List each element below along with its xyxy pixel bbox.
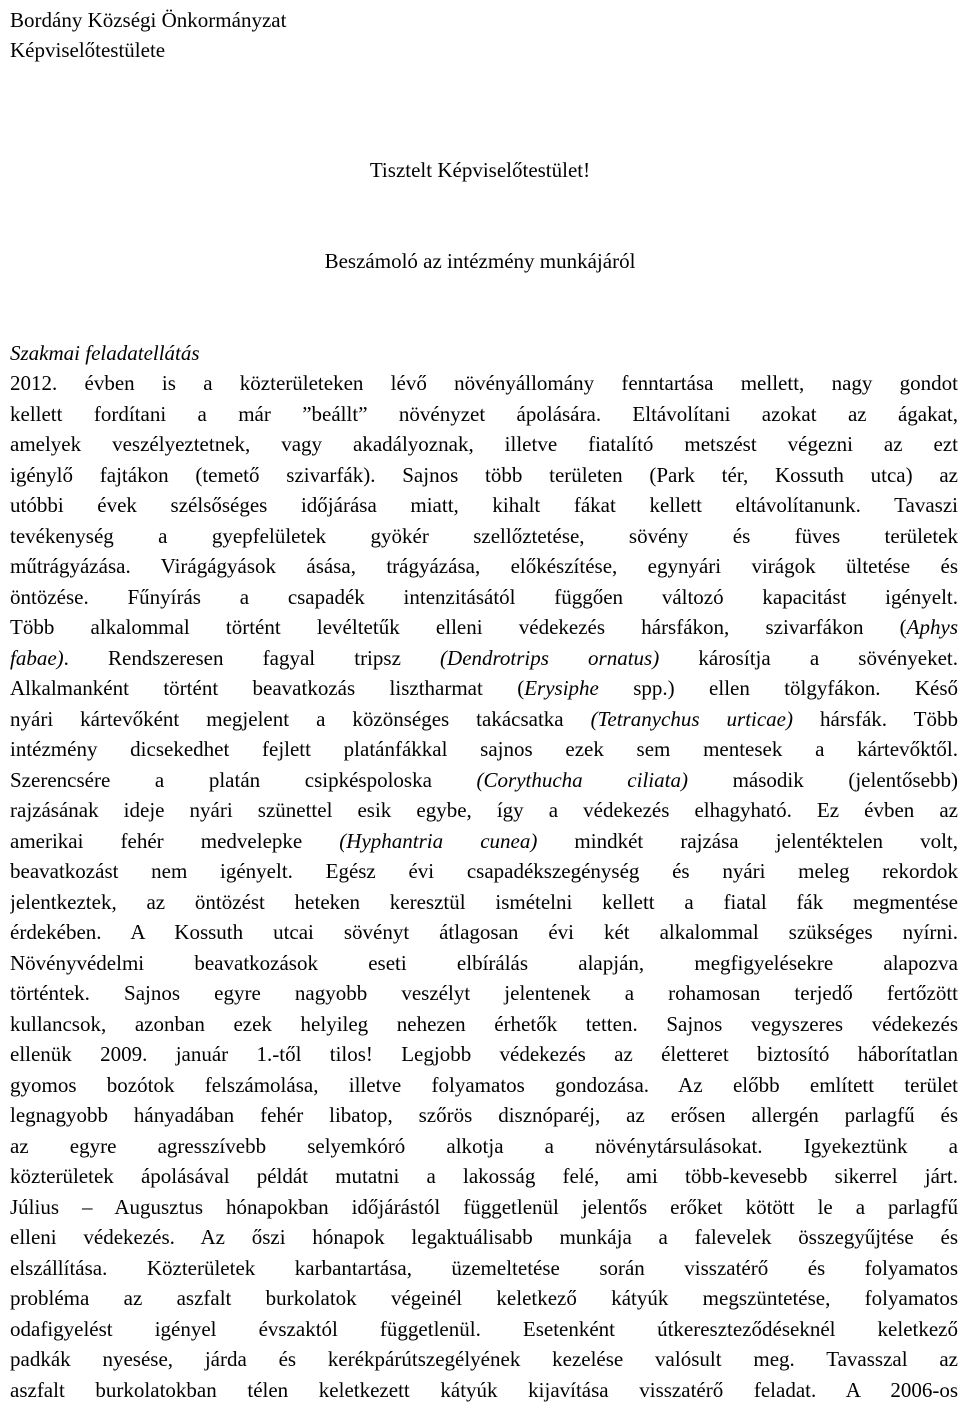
body-line: tevékenység a gyepfelületek gyökér szellőztetése, sövény és füves területek — [10, 521, 958, 552]
sender-block — [10, 5, 286, 65]
body-line: Több alkalommal történt levéltetűk elleni védekezés hársfákon, szivarfákon (Aphys — [10, 612, 958, 643]
salutation: Tisztelt Képviselőtestület! — [0, 155, 960, 185]
body-line: intézmény dicsekedhet fejlett platánfákkal sajnos ezek sem mentesek a kártevőktől. — [10, 734, 958, 765]
body-line: probléma az aszfalt burkolatok végeinél keletkező kátyúk megszüntetése, folyamatos — [10, 1283, 958, 1314]
body-line: kellett fordítani a már ”beállt” növényzet ápolására. Eltávolítani azokat az ágakat, — [10, 399, 958, 430]
body-line: amelyek veszélyeztetnek, vagy akadályoznak, illetve fiatalító metszést végezni az ezt — [10, 429, 958, 460]
body-line: öntözése. Fűnyírás a csapadék intenzitásától függően változó kapacitást igényelt. — [10, 582, 958, 613]
body-line: padkák nyesése, járda és kerékpárútszegélyének kezelése valósult meg. Tavasszal az — [10, 1344, 958, 1375]
body-line: legnagyobb hányadában fehér libatop, szőrös disznóparéj, az erősen allergén parlagfű és — [10, 1100, 958, 1131]
org-body: Képviselőtestülete — [10, 35, 286, 65]
body-line: Növényvédelmi beavatkozások eseti elbírálás alapján, megfigyelésekre alapozva — [10, 948, 958, 979]
section-heading: Szakmai feladatellátás — [10, 338, 200, 368]
body-line: érdekében. A Kossuth utcai sövényt átlagosan évi két alkalommal szükséges nyírni. — [10, 917, 958, 948]
body-line: Szerencsére a platán csipkéspoloska (Corythucha ciliata) második (jelentősebb) — [10, 765, 958, 796]
body-paragraph — [10, 368, 958, 1405]
body-line: az egyre agresszívebb selyemkóró alkotja a növénytársulásokat. Igyekeztünk a — [10, 1131, 958, 1162]
body-line: műtrágyázása. Virágágyások ásása, trágyázása, előkészítése, egynyári virágok ültetése és — [10, 551, 958, 582]
body-line: elszállítása. Közterületek karbantartása, üzemeltetése során visszatérő és folyamatos — [10, 1253, 958, 1284]
body-line: utóbbi évek szélsőséges időjárása miatt, kihalt fákat kellett eltávolítanunk. Tavaszi — [10, 490, 958, 521]
body-line: beavatkozást nem igényelt. Egész évi csapadékszegénység és nyári meleg rekordok — [10, 856, 958, 887]
body-line: aszfalt burkolatokban télen keletkezett kátyúk kijavítása visszatérő feladat. A 2006-os — [10, 1375, 958, 1405]
body-line: Július – Augusztus hónapokban időjárástól függetlenül jelentős erőket kötött le a parlagfű — [10, 1192, 958, 1223]
body-line: nyári kártevőként megjelent a közönséges takácsatka (Tetranychus urticae) hársfák. Több — [10, 704, 958, 735]
body-line: jelentkeztek, az öntözést heteken keresztül ismételni kellett a fiatal fák megmentése — [10, 887, 958, 918]
body-line: fabae). Rendszeresen fagyal tripsz (Dendrotrips ornatus) károsítja a sövényeket. — [10, 643, 958, 674]
body-line: történtek. Sajnos egyre nagyobb veszélyt jelentenek a rohamosan terjedő fertőzött — [10, 978, 958, 1009]
document-title: Beszámoló az intézmény munkájáról — [0, 246, 960, 276]
body-line: 2012. évben is a közterületeken lévő növényállomány fenntartása mellett, nagy gondot — [10, 368, 958, 399]
body-line: Alkalmanként történt beavatkozás lisztharmat (Erysiphe spp.) ellen tölgyfákon. Késő — [10, 673, 958, 704]
body-line: ellenük 2009. január 1.-től tilos! Legjobb védekezés az életteret biztosító háborítatlan — [10, 1039, 958, 1070]
body-line: rajzásának ideje nyári szünettel esik egybe, így a védekezés elhagyható. Ez évben az — [10, 795, 958, 826]
body-line: gyomos bozótok felszámolása, illetve folyamatos gondozása. Az előbb említett terület — [10, 1070, 958, 1101]
body-line: igénylő fajtákon (temető szivarfák). Sajnos több területen (Park tér, Kossuth utca) az — [10, 460, 958, 491]
body-line: amerikai fehér medvelepke (Hyphantria cunea) mindkét rajzása jelentéktelen volt, — [10, 826, 958, 857]
body-line: kullancsok, azonban ezek helyileg nehezen érhetők tetten. Sajnos vegyszeres védekezés — [10, 1009, 958, 1040]
body-line: elleni védekezés. Az őszi hónapok legaktuálisabb munkája a falevelek összegyűjtése és — [10, 1222, 958, 1253]
body-line: odafigyelést igényel évszaktól függetlenül. Esetenként útkereszteződéseknél keletkező — [10, 1314, 958, 1345]
body-line: közterületek ápolásával példát mutatni a lakosság felé, ami több-kevesebb sikerrel járt. — [10, 1161, 958, 1192]
org-name: Bordány Községi Önkormányzat — [10, 5, 286, 35]
